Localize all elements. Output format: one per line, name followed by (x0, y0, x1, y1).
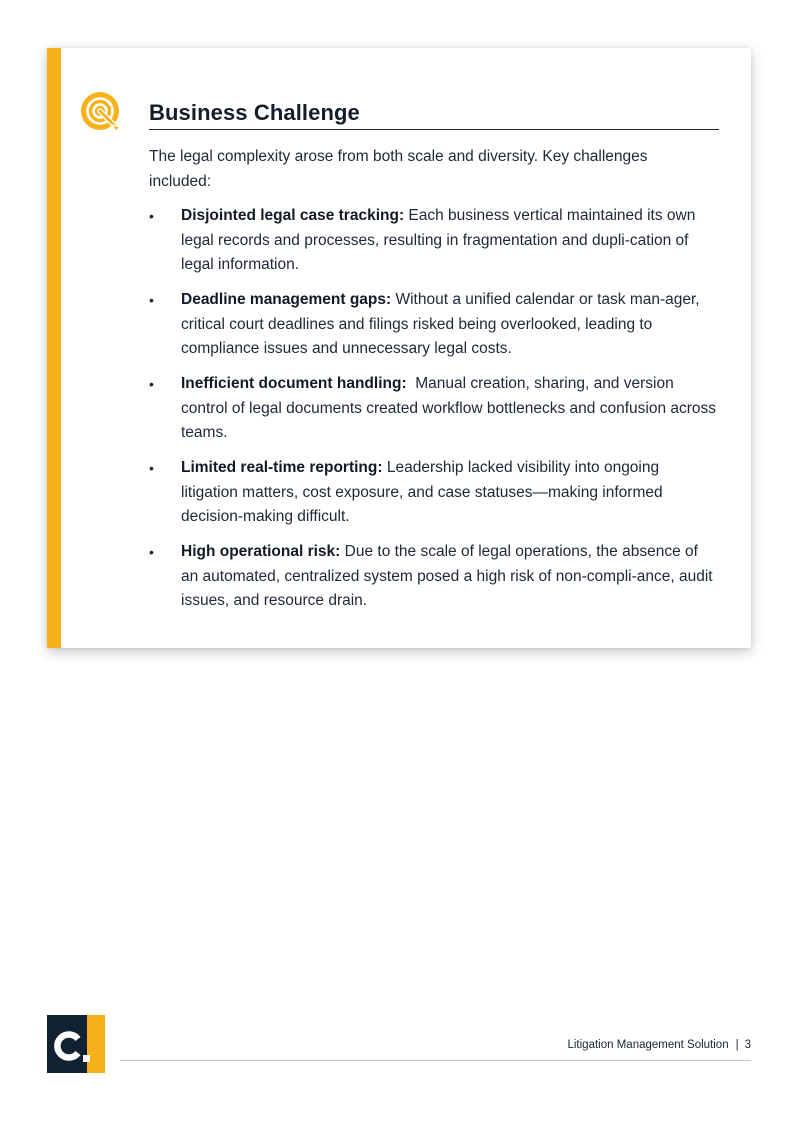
business-challenge-card (47, 48, 751, 648)
intro-paragraph: The legal complexity arose from both scale and diversity. Key challenges included: (149, 148, 648, 190)
section-title: Business Challenge (149, 100, 360, 125)
challenge-item (149, 456, 719, 530)
footer-separator: | (735, 1039, 739, 1051)
challenge-text: Without a unified calendar or task man-ager, critical court deadlines and filings risked being overlooked, leading to compliance issues and unnecessary legal costs. (181, 291, 700, 357)
document-title: Litigation Management Solution (567, 1039, 729, 1051)
challenge-text: Leadership lacked visibility into ongoing litigation matters, cost exposure, and case statuses—making informed decision-making difficult. (181, 459, 663, 525)
card-accent-bar (47, 48, 61, 648)
challenge-list (149, 204, 719, 624)
challenge-item (149, 540, 719, 614)
page-footer (567, 1039, 751, 1051)
challenge-text: Each business vertical maintained its own legal records and processes, resulting in fragmentation and dupli-cation of legal information. (181, 207, 696, 273)
challenge-title: High operational risk: (181, 543, 341, 560)
challenge-item (149, 372, 719, 446)
challenge-text: Due to the scale of legal operations, the absence of an automated, centralized system posed a high risk of non-compli-ance, audit issues, and resource drain. (181, 543, 713, 609)
challenge-title: Disjointed legal case tracking: (181, 207, 405, 224)
c-dot-logo-icon (47, 1015, 105, 1073)
page-number: 3 (744, 1039, 751, 1051)
challenge-item (149, 204, 719, 278)
challenge-title: Inefficient document handling: (181, 375, 407, 392)
challenge-item (149, 288, 719, 362)
challenge-title: Deadline management gaps: (181, 291, 392, 308)
target-arrow-icon (80, 91, 126, 137)
footer-divider (120, 1060, 751, 1061)
challenge-text: Manual creation, sharing, and version control of legal documents created workflow bottlenecks and confusion across teams. (181, 375, 721, 441)
title-underline (149, 129, 719, 130)
challenge-title: Limited real-time reporting: (181, 459, 383, 476)
